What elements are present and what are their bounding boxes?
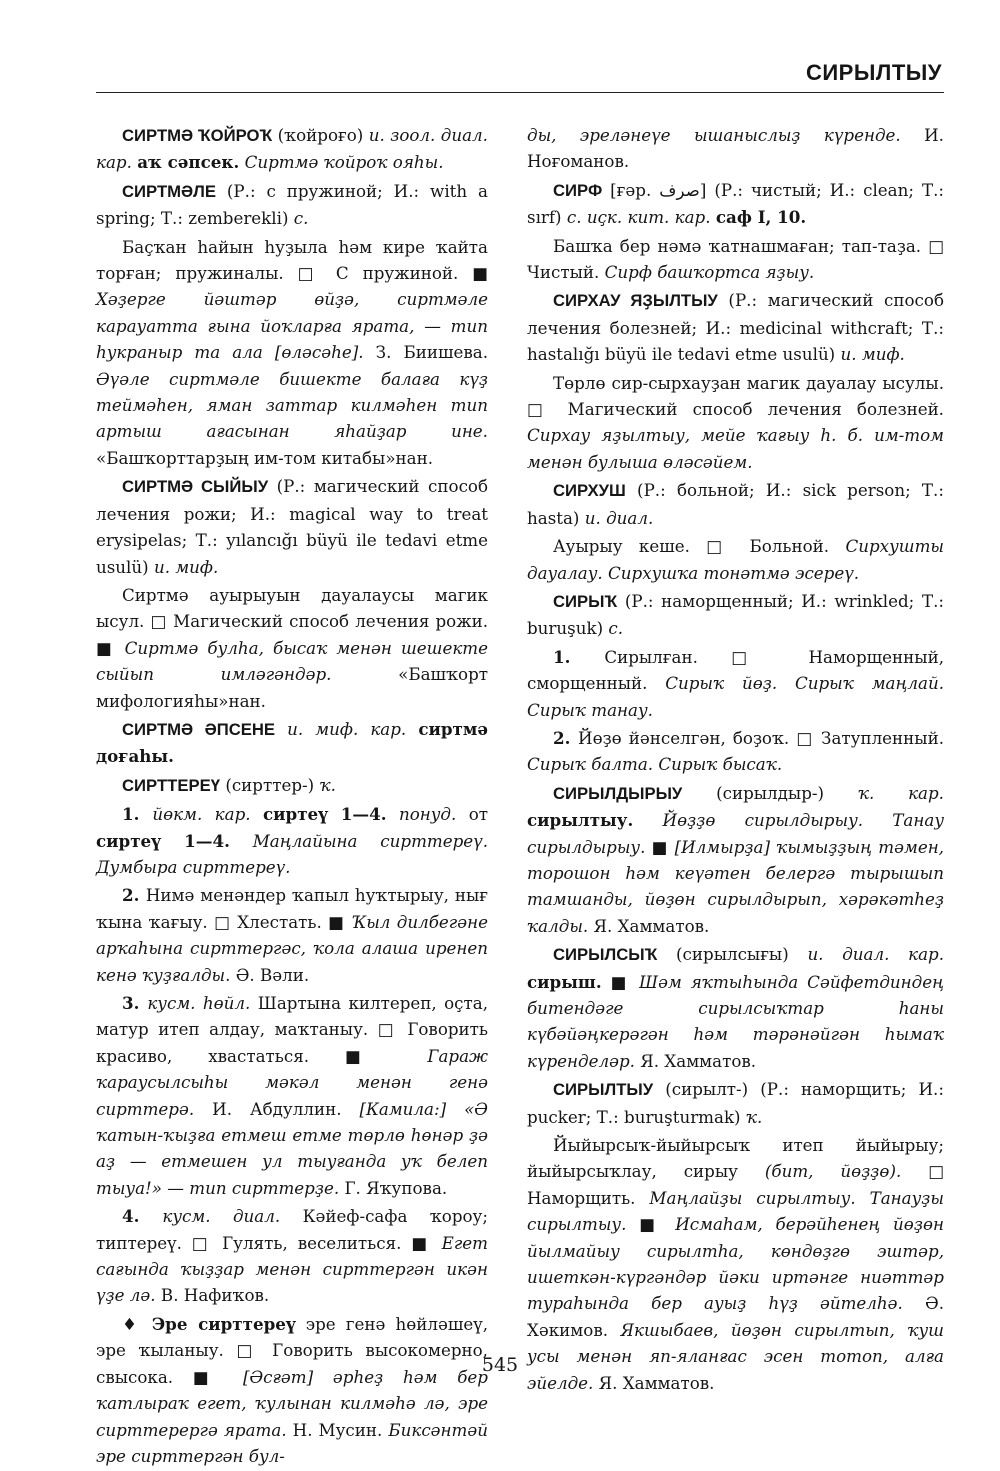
entry-text: 2. bbox=[553, 727, 579, 748]
entry-text: Башҡа бер нәмә ҡатнашмаған; тап-таҙа. □ Чистый. bbox=[527, 235, 944, 283]
entry-text: Хәҙерге йәштәр өйҙә, сиртмәле карауатта ғына йоҡларға ярата, — тип һукраныр та ала [өләсәһе]. bbox=[96, 289, 488, 363]
dictionary-paragraph bbox=[527, 941, 944, 1074]
dictionary-paragraph bbox=[527, 533, 944, 586]
entry-text: сиртеү 1—4. bbox=[96, 830, 230, 851]
entry-text: Биксәнтәй эре сирттергән бул- bbox=[96, 1419, 488, 1466]
entry-text: 1. bbox=[553, 646, 605, 667]
entry-text: Нимә менәндер ҡапыл һуҡтырыу, нығ ҡына ҡағыу. □ Хлестать. ■ bbox=[96, 885, 488, 932]
entry-text: Эре сирттереү bbox=[151, 1313, 296, 1334]
entry-text: ■ bbox=[645, 836, 675, 857]
headword: СИРТМӘ СЫЙЫУ bbox=[122, 477, 269, 497]
headword: СИРТМӘЛЕ bbox=[122, 181, 217, 201]
entry-text: Якшыбаев, йөҙөн сирылтып, ҡуш усы менән яп-яланғас эсен тотоп, алға эйелде. bbox=[527, 1319, 944, 1393]
left-column bbox=[96, 122, 488, 1471]
entry-text: понуд. bbox=[398, 804, 457, 825]
dictionary-paragraph bbox=[96, 990, 488, 1201]
entry-text: Сирылған. □ Наморщенный, сморщенный. bbox=[527, 646, 945, 694]
entry-text: Сирхау яҙылтыу, мейе ҡағыу һ. б. им-том менән булыша өләсәйем. bbox=[527, 425, 944, 472]
entry-text: Сирыҡ йөҙ. Сирыҡ маңлай. Сирыҡ танау. bbox=[527, 673, 944, 720]
entry-text: (сирылдыр-) bbox=[682, 782, 858, 803]
entry-text: 1. bbox=[122, 804, 153, 825]
dictionary-paragraph bbox=[96, 178, 488, 232]
entry-text: Сирыҡ балта. Сирыҡ бысаҡ. bbox=[527, 754, 783, 775]
entry-text: 4. bbox=[122, 1206, 163, 1227]
entry-text: Йыйырсыҡ-йыйырсыҡ итеп йыйырыу; йыйырсыҡлау, сирыу bbox=[527, 1135, 944, 1182]
entry-text: Сиртмә ҡойроҡ ояһы. bbox=[244, 152, 444, 173]
right-column bbox=[527, 122, 944, 1398]
entry-text: Сиртмә булһа, бысаҡ менән шешекте сыйып имләгәндәр. bbox=[96, 637, 488, 685]
dictionary-paragraph bbox=[527, 725, 944, 778]
entry-text: ҡ. bbox=[745, 1106, 763, 1127]
dictionary-paragraph bbox=[96, 801, 488, 880]
headword: СИРТМӘ ӘПСЕНЕ bbox=[122, 719, 276, 739]
entry-text: (Р.: с пружиной; И.: with a spring; Т.: zemberekli) bbox=[96, 180, 488, 229]
entry-text: и. миф. bbox=[153, 556, 219, 577]
entry-text bbox=[633, 810, 662, 830]
entry-text: [Әсғәт] әрһеҙ һәм бер ҡатлыраҡ егет, ҡулынан килмәһә лә, эре сирттерергә ярата. bbox=[96, 1366, 488, 1440]
entry-text: И. Абдуллин. bbox=[194, 1098, 360, 1119]
headword: СИРЫЛТЫУ bbox=[553, 1080, 654, 1100]
dictionary-paragraph bbox=[527, 370, 944, 476]
entry-text: (сирттер-) bbox=[220, 774, 320, 795]
dictionary-paragraph bbox=[527, 477, 944, 531]
entry-text: Сирхушты дауалау. Сирхушҡа тонәтмә эсереү. bbox=[527, 536, 944, 583]
page-number: 545 bbox=[481, 1354, 519, 1376]
entry-text bbox=[230, 831, 253, 851]
entry-text: Маңлайына сирттереү. Думбыра сирттереү. bbox=[96, 830, 488, 877]
headword: СИРХАУ ЯҘЫЛТЫУ bbox=[553, 291, 718, 311]
entry-text: 3. bbox=[122, 993, 148, 1013]
entry-text: Гараж ҡараусылсыһы мәкәл менән генә сирттерә. bbox=[96, 1045, 488, 1119]
entry-text: ҡ. bbox=[319, 774, 336, 795]
headword: СИРЫҠ bbox=[553, 591, 618, 611]
entry-text: саф I, 10. bbox=[715, 207, 807, 228]
entry-text: (ҡойроғо) bbox=[272, 125, 369, 145]
entry-text bbox=[387, 804, 399, 824]
entry-text: от bbox=[456, 804, 489, 825]
dictionary-paragraph bbox=[527, 177, 944, 231]
entry-text bbox=[275, 719, 287, 739]
entry-text: йөкм. кар. bbox=[152, 804, 251, 825]
entry-text: Ә. Вәли. bbox=[230, 964, 310, 985]
dictionary-paragraph bbox=[527, 780, 944, 939]
entry-text: Шәм яҡтыһында Сәйфетдиндең битендәге сирылсыҡтар һаны күбәйәңкерәгән һәм тәрәнәйгән һымаҡ күренделәр. bbox=[527, 971, 944, 1071]
entry-text: ■ bbox=[626, 1214, 676, 1235]
headword: СИРЫЛСЫҠ bbox=[553, 945, 658, 965]
entry-text: сирылтыу. bbox=[527, 810, 634, 831]
entry-text: Шартына килтереп, оҫта, матур итеп алдау, маҡтаныу. □ Говорить красиво, хвастаться. ■ bbox=[96, 993, 488, 1066]
header-rule bbox=[96, 92, 944, 93]
entry-text: И. Ноғоманов. bbox=[527, 125, 944, 172]
entry-text: сиртеү 1—4. bbox=[263, 804, 387, 825]
dictionary-paragraph bbox=[96, 882, 488, 988]
entry-text: Маңлайҙы сирылтыу. Танауҙы сирылтыу. bbox=[527, 1187, 944, 1235]
dictionary-paragraph bbox=[96, 234, 488, 472]
entry-text: кусм. һөйл. bbox=[147, 993, 251, 1013]
running-head: СИРЫЛТЫУ bbox=[805, 60, 942, 85]
entry-text: Сиртмә ауырыуын дауалаусы магик ысул. □ Магический способ лечения рожи. ■ bbox=[96, 584, 488, 658]
entry-text: ды, эреләнеүе ышаныслыҙ күренде. bbox=[527, 125, 901, 145]
entry-text: и. миф. кар. bbox=[287, 718, 407, 739]
entry-text: «Башҡорт мифологияһы»нан. bbox=[96, 664, 488, 711]
entry-text: Төрлө сир-сырхауҙан магик дауалау ысулы. □ Магический способ лечения болезней. bbox=[527, 372, 944, 420]
entry-text: 2. bbox=[122, 885, 146, 906]
entry-text: Ҡыл дилбегәне арҡаһына сирттергәс, ҡола алаша иренеп кенә ҡуҙғалды. bbox=[96, 911, 488, 985]
headword: СИРТМӘ ҠОЙРОҠ bbox=[122, 126, 273, 145]
dictionary-paragraph bbox=[96, 716, 488, 770]
entry-text: сирыш. bbox=[527, 971, 602, 992]
entry-text: ♦ bbox=[122, 1313, 152, 1334]
headword: СИРХУШ bbox=[553, 481, 626, 501]
entry-text: Йөҙҙө сирылдырыу. Танау сирылдырыу. bbox=[527, 810, 945, 857]
entry-text: (сирылсығы) bbox=[657, 944, 808, 965]
entry-text: Н. Мусин. bbox=[286, 1419, 389, 1440]
entry-text: Исмаһам, берәйһенең йөҙөн йылмайыу сирылтһа, көндөҙгө эштәр, ишеткән-күргәндәр йәки иртәнге ниәттәр тураһында бер ауыҙ һүҙ әйтелһә. bbox=[527, 1214, 944, 1314]
dictionary-paragraph bbox=[527, 122, 944, 175]
entry-text: с. bbox=[293, 208, 309, 229]
entry-text: и. зоол. диал. кар. bbox=[96, 125, 488, 173]
headword: СИРЫЛДЫРЫУ bbox=[553, 783, 683, 803]
dictionary-paragraph bbox=[96, 1311, 488, 1469]
entry-text: сиртмә доғаһы. bbox=[96, 718, 488, 767]
entry-text: эре генә һөйләшеү, эре ҡыланыу. □ Говорить высокомерно, свысока. ■ bbox=[96, 1313, 489, 1387]
entry-text bbox=[406, 719, 418, 739]
dictionary-paragraph bbox=[96, 122, 488, 176]
entry-text: кусм. диал. bbox=[162, 1206, 281, 1227]
entry-text: □ Наморщить. bbox=[527, 1161, 944, 1208]
entry-text: Әүәле сиртмәле бишекте балаға күҙ теймәһен, яман заттар килмәһен тип артыш ағасынан яһайҙар ине. bbox=[96, 368, 488, 442]
entry-text: Баҫҡан һайын һуҙыла һәм кире ҡайта торған; пружиналы. □ С пружиной. ■ bbox=[96, 236, 488, 284]
entry-text: ■ bbox=[601, 971, 640, 992]
entry-text: Ауырыу кеше. □ Больной. bbox=[553, 536, 846, 557]
entry-text: Кәйеф-сафа ҡороу; типтереү. □ Гулять, веселиться. ■ bbox=[96, 1206, 489, 1253]
entry-text: (Р.: наморщенный; И.: wrinkled; Т.: buruşuk) bbox=[527, 590, 944, 639]
dictionary-paragraph bbox=[527, 233, 944, 286]
entry-text: Я. Хамматов. bbox=[588, 915, 710, 936]
entry-text: [Камила:] «Ә ҡатын-ҡыҙға етмеш етме төрлө һөнәр ҙә аҙ — етмешен ул тыуғанда уҡ белеп тыуа!» — тип сирттерҙе. bbox=[96, 1098, 488, 1198]
entry-text: и. миф. bbox=[840, 344, 905, 365]
dictionary-paragraph bbox=[96, 1203, 488, 1309]
entry-text: (сирылт-) (Р.: наморщить; И.: pucker; Т.: buruşturmak) bbox=[527, 1079, 944, 1127]
entry-text: «Башҡорттарҙың им-том китабы»нан. bbox=[96, 447, 434, 468]
dictionary-paragraph bbox=[96, 473, 488, 580]
entry-text: ҡ. кар. bbox=[857, 782, 944, 803]
entry-text: и. диал. кар. bbox=[807, 944, 944, 965]
dictionary-paragraph bbox=[527, 1076, 944, 1130]
entry-text: З. Биишева. bbox=[363, 342, 489, 363]
entry-text: (Р.: магический способ лечения рожи; И.: magical way to treat erysipelas; Т.: yılancığı büyü ile tedavi etme usulü) bbox=[96, 476, 489, 577]
entry-text: Йөҙө йәнселгән, боҙоҡ. □ Затупленный. bbox=[578, 727, 944, 748]
dictionary-paragraph bbox=[527, 588, 944, 642]
dictionary-paragraph bbox=[96, 772, 488, 799]
entry-text: (бит, йөҙҙө). bbox=[764, 1161, 902, 1182]
entry-text: аҡ сәпсек. bbox=[137, 152, 240, 173]
entry-text bbox=[251, 804, 263, 824]
dictionary-paragraph bbox=[527, 287, 944, 367]
entry-text: [ғәр. صرف] (Р.: чистый; И.: clean; Т.: sırf) bbox=[527, 179, 945, 228]
headword: СИРФ bbox=[553, 180, 603, 200]
headword: СИРТТЕРЕҮ bbox=[122, 775, 221, 795]
entry-text: Я. Хамматов. bbox=[634, 1050, 757, 1071]
dictionary-paragraph bbox=[527, 644, 944, 723]
entry-text: с. иҫк. кит. кар. bbox=[566, 207, 711, 228]
entry-text: Я. Хамматов. bbox=[593, 1372, 715, 1393]
dictionary-paragraph bbox=[96, 582, 488, 714]
entry-text: [Илмырҙа] ҡымыҙҙың тәмен, торошон һәм кеүәтен белергә тырышып тамшанды, йөҙөн сирылдырып, хәрәкәтһеҙ ҡалды. bbox=[527, 836, 944, 936]
entry-text: (Р.: магический способ лечения болезней; И.: medicinal withcraft; Т.: hastalığı büyü ile tedavi etme usulü) bbox=[527, 290, 944, 365]
entry-text: В. Нафиҡов. bbox=[155, 1285, 270, 1306]
entry-text: Сирф башҡортса яҙыу. bbox=[604, 262, 815, 283]
entry-text: Г. Яҡупова. bbox=[339, 1177, 448, 1198]
entry-text: Егет сағында ҡыҙҙар менән сирттергән икән үҙе лә. bbox=[96, 1232, 488, 1306]
entry-text: и. диал. bbox=[584, 507, 654, 528]
entry-text: с. bbox=[608, 618, 624, 639]
entry-text: (Р.: больной; И.: sick person; Т.: hasta) bbox=[527, 480, 944, 528]
entry-text: Ә. Хәкимов. bbox=[527, 1293, 944, 1340]
